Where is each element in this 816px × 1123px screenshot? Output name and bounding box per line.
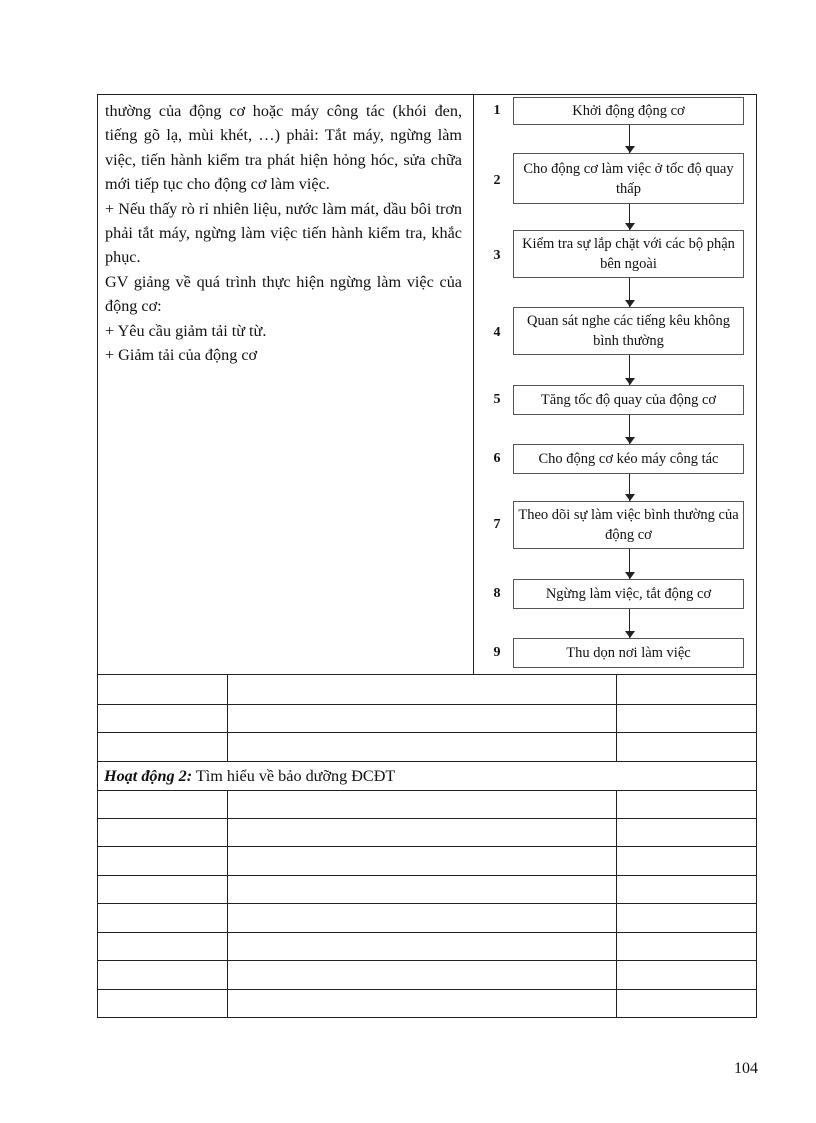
step-number-6: 6 — [493, 451, 501, 466]
step-box-9: Thu dọn nơi làm việc — [513, 638, 744, 668]
arrow-down-icon — [625, 415, 635, 444]
arrow-down-icon — [625, 204, 635, 230]
activity-2-heading — [104, 766, 395, 786]
notes-paragraph-3: GV giảng về quá trình thực hiện ngừng làm việc của động cơ: — [105, 272, 462, 316]
step-box-4: Quan sát nghe các tiếng kêu không bình thường — [513, 307, 744, 355]
notes-paragraph-1: thường của động cơ hoặc máy công tác (khói đen, tiếng gõ lạ, mùi khét, …) phải: Tắt máy, ngừng làm việc, tiến hành kiểm tra phát hiện hỏng hóc, sửa chữa mới tiếp tục cho động cơ làm việc. — [105, 102, 462, 194]
step-number-4: 4 — [493, 325, 501, 340]
arrow-down-icon — [625, 549, 635, 579]
notes-paragraph-4: + Yêu cầu giảm tải từ từ. — [105, 321, 267, 340]
step-box-3: Kiểm tra sự lắp chặt với các bộ phận bên ngoài — [513, 230, 744, 278]
arrow-down-icon — [625, 278, 635, 307]
step-number-9: 9 — [493, 645, 501, 660]
step-box-6: Cho động cơ kéo máy công tác — [513, 444, 744, 474]
step-number-3: 3 — [493, 248, 501, 263]
arrow-down-icon — [625, 125, 635, 153]
arrow-down-icon — [625, 474, 635, 501]
step-box-7: Theo dõi sự làm việc bình thường của động cơ — [513, 501, 744, 549]
teacher-notes — [105, 99, 462, 367]
step-number-7: 7 — [493, 517, 501, 532]
activity-2-label: Hoạt động 2: — [104, 767, 193, 785]
arrow-down-icon — [625, 609, 635, 638]
activity-2-title: Tìm hiểu về bảo dưỡng ĐCĐT — [192, 767, 396, 785]
step-number-2: 2 — [493, 173, 501, 188]
step-number-8: 8 — [493, 586, 501, 601]
page-number: 104 — [734, 1060, 758, 1077]
step-number-1: 1 — [493, 103, 501, 118]
step-box-5: Tăng tốc độ quay của động cơ — [513, 385, 744, 415]
notes-paragraph-5: + Giảm tải của động cơ — [105, 346, 258, 365]
step-box-2: Cho động cơ làm việc ở tốc độ quay thấp — [513, 153, 744, 204]
notes-paragraph-2: + Nếu thấy rò rỉ nhiên liệu, nước làm mát, dầu bôi trơn phải tắt máy, ngừng làm việc tiến hành kiểm tra, khắc phục. — [105, 199, 462, 267]
step-box-1: Khởi động động cơ — [513, 97, 744, 125]
step-number-5: 5 — [493, 392, 501, 407]
step-box-8: Ngừng làm việc, tắt động cơ — [513, 579, 744, 609]
arrow-down-icon — [625, 355, 635, 385]
